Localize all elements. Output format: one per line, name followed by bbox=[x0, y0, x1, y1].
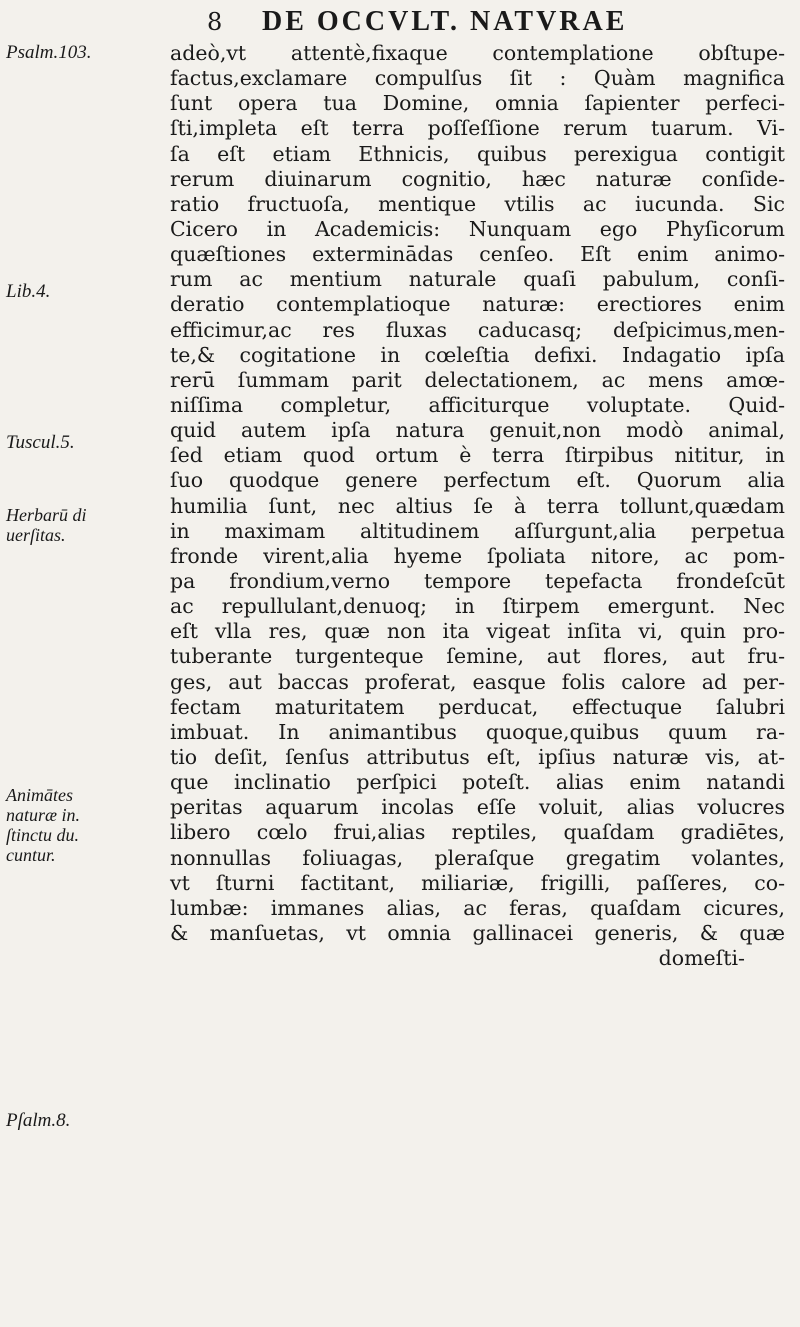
text-line: rum ac mentium naturale quaſi pabulum, conſi- bbox=[170, 267, 785, 292]
margin-note-line: Herbarū di bbox=[6, 505, 87, 525]
margin-note-line: uerſitas. bbox=[6, 525, 66, 545]
text-line: libero cœlo frui,alias reptiles, quaſdam gradiētes, bbox=[170, 820, 785, 845]
text-line: & manſuetas, vt omnia gallinacei generis, & quæ bbox=[170, 920, 785, 945]
text-line: rerū ſummam parit delectationem, ac mens amœ- bbox=[170, 367, 785, 392]
text-line: ſa eſt etiam Ethnicis, quibus perexigua contigit bbox=[170, 141, 785, 166]
text-line: que inclinatio perſpici poteſt. alias enim natandi bbox=[170, 770, 785, 795]
margin-note-line: naturæ in. bbox=[6, 805, 81, 825]
text-line: humilia ſunt, nec altius ſe à terra tollunt,quædam bbox=[170, 493, 785, 518]
text-line: te,& cogitatione in cœleſtia defixi. Indagatio ipſa bbox=[170, 342, 785, 367]
page-number: 8 bbox=[207, 8, 223, 36]
text-line: domeſti- bbox=[658, 946, 745, 971]
text-line: tio deſit, ſenſus attributus eſt, ipſius naturæ vis, at- bbox=[170, 744, 785, 769]
text-line: fronde virent,alia hyeme ſpoliata nitore, ac pom- bbox=[170, 543, 785, 568]
text-line: ges, aut baccas proferat, easque folis calore ad per- bbox=[170, 669, 785, 694]
text-line: eſt vlla res, quæ non ita vigeat inſita vi, quin pro- bbox=[170, 619, 785, 644]
text-line: factus,exclamare compulſus ſit : Quàm magnifica bbox=[170, 66, 785, 91]
margin-note-tuscul5: Tuscul.5. bbox=[6, 432, 75, 453]
text-line: rerum diuinarum cognitio, hæc naturæ conſide- bbox=[170, 166, 785, 191]
text-line: in maximam altitudinem aſſurgunt,alia perpetua bbox=[170, 518, 785, 543]
text-line: deratio contemplatioque naturæ: erectiores enim bbox=[170, 292, 785, 317]
margin-note-lib4: Lib.4. bbox=[6, 281, 51, 302]
margin-note-line: cuntur. bbox=[6, 845, 56, 865]
text-line: quæſtiones exterminādas cenſeo. Eſt enim animo- bbox=[170, 242, 785, 267]
margin-note-line: Animātes bbox=[6, 785, 73, 805]
text-line: adeò,vt attentè,fixaque contemplatione obſtupe- bbox=[170, 41, 785, 65]
margin-note-animantes bbox=[6, 785, 80, 865]
text-line: ſed etiam quod ortum è terra ſtirpibus nititur, in bbox=[170, 443, 785, 468]
text-line: ac repullulant,denuoq; in ſtirpem emergunt. Nec bbox=[170, 594, 785, 619]
text-line: vt ſturni factitant, miliariæ, frigilli, paſſeres, co- bbox=[170, 870, 785, 895]
text-line: imbuat. In animantibus quoque,quibus quum ra- bbox=[170, 719, 785, 744]
margin-note-line: ſtinctu du. bbox=[6, 825, 79, 845]
text-line: ſti,impleta eſt terra poſſeſſione rerum tuarum. Vi- bbox=[170, 116, 785, 141]
text-line: efficimur,ac res fluxas caducasq; deſpicimus,men- bbox=[170, 317, 785, 342]
text-line: niſſima completur, afficiturque voluptate. Quid- bbox=[170, 392, 785, 417]
margin-note-psalm8: Pſalm.8. bbox=[6, 1110, 71, 1131]
margin-note-herbarum bbox=[6, 505, 87, 545]
text-line: quid autem ipſa natura genuit,non modò animal, bbox=[170, 418, 785, 443]
text-line: Cicero in Academicis: Nunquam ego Phyſicorum bbox=[170, 216, 785, 241]
main-text-column bbox=[170, 41, 785, 971]
margin-notes bbox=[0, 0, 165, 1327]
text-line: tuberante turgenteque ſemine, aut flores, aut fru- bbox=[170, 644, 785, 669]
text-line: fectam maturitatem perducat, effectuque ſalubri bbox=[170, 694, 785, 719]
text-line: lumbæ: immanes alias, ac feras, quaſdam cicures, bbox=[170, 895, 785, 920]
running-title: DE OCCVLT. NATVRAE bbox=[262, 6, 628, 37]
margin-note-psalm103: Psalm.103. bbox=[6, 42, 92, 63]
text-line: ratio fructuoſa, mentique vtilis ac iucunda. Sic bbox=[170, 191, 785, 216]
text-line: peritas aquarum incolas eſſe voluit, alias volucres bbox=[170, 795, 785, 820]
text-line: nonnullas foliuagas, pleraſque gregatim volantes, bbox=[170, 845, 785, 870]
text-line: ſunt opera tua Domine, omnia ſapienter perfeci- bbox=[170, 91, 785, 116]
text-line: pa frondium,verno tempore tepefacta frondeſcūt bbox=[170, 568, 785, 593]
text-line: ſuo quodque genere perfectum eſt. Quorum alia bbox=[170, 468, 785, 493]
